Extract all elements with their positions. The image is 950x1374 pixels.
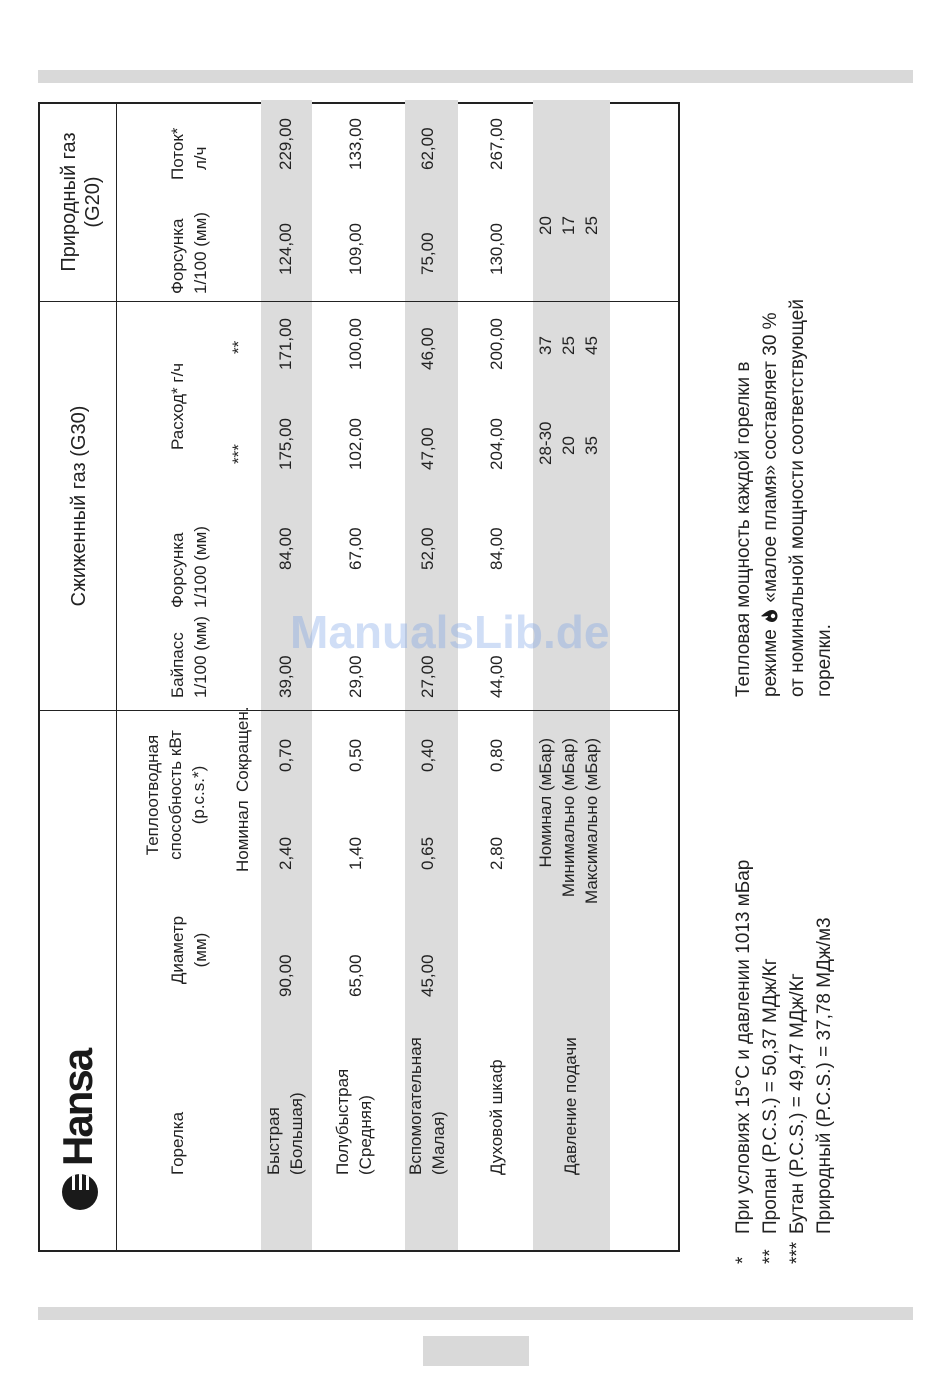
row-oven-propane: 200,00 <box>487 318 506 370</box>
header-ng-flow-2: л/ч <box>191 146 210 170</box>
row-fast-lpg-nozzle: 84,00 <box>276 527 295 570</box>
header-ng-nozzle-2: 1/100 (мм) <box>191 212 210 294</box>
pressure-line-min: Минимально (мБар) <box>559 738 578 898</box>
row-semifast-reduced: 0,50 <box>346 738 365 772</box>
header-bypass-1: Байпасс <box>168 632 187 698</box>
row-oven-name: Духовой шкаф <box>487 1059 506 1175</box>
pressure-propane-min: 25 <box>559 336 578 355</box>
row-fast-name-2: (Большая) <box>287 1092 306 1175</box>
footnotes <box>730 860 838 1264</box>
header-consumption-butane-mark: *** <box>229 444 248 464</box>
header-power-3: (p.c.s.*) <box>189 765 208 825</box>
note-line-2: режиме «малое пламя» составляет 30 % <box>760 312 781 697</box>
row-semifast-lpg-nozzle: 67,00 <box>346 527 365 570</box>
pressure-natural-min: 17 <box>559 216 578 235</box>
header-ng-group-1: Природный газ <box>58 132 80 272</box>
row-oven-reduced: 0,80 <box>487 738 506 772</box>
header-power-1: Теплоотводная <box>143 734 162 856</box>
header-consumption-propane-mark: ** <box>229 340 248 354</box>
hansa-logo-text: Hansa <box>54 1049 101 1166</box>
note-line-1: Тепловая мощность каждой горелки в <box>733 361 754 697</box>
row-aux-name-1: Вспомогательная <box>406 1037 425 1175</box>
row-oven-nominal: 2,80 <box>487 836 506 870</box>
bottom-divider-bar <box>38 1307 913 1320</box>
row-fast-reduced: 0,70 <box>276 738 295 772</box>
note-line-3: от номинальной мощности соответствующей <box>787 299 808 697</box>
row-aux-diameter: 45,00 <box>418 954 437 997</box>
pressure-butane-max: 35 <box>582 436 601 455</box>
col-rule-1 <box>40 710 678 711</box>
header-power-nominal: Номинал <box>233 800 252 872</box>
top-divider-bar <box>38 70 913 83</box>
note-line-4: горелки. <box>814 624 835 697</box>
pressure-butane-min: 20 <box>559 436 578 455</box>
header-burner: Горелка <box>168 1111 187 1175</box>
pressure-butane-nominal: 28-30 <box>536 421 555 465</box>
pressure-label: Давление подачи <box>561 1037 580 1175</box>
row-aux-name-2: (Малая) <box>429 1111 448 1175</box>
row-semifast-butane: 102,00 <box>346 418 365 470</box>
pressure-propane-nominal: 37 <box>536 336 555 355</box>
row-aux-lpg-nozzle: 52,00 <box>418 527 437 570</box>
row-aux-nominal: 0,65 <box>418 836 437 870</box>
row-semifast-diameter: 65,00 <box>346 954 365 997</box>
header-ng-nozzle-1: Форсунка <box>168 218 187 294</box>
header-power-2: способность кВт <box>166 730 185 860</box>
header-bypass-2: 1/100 (мм) <box>191 616 210 698</box>
header-ng-group-2: (G20) <box>82 176 104 228</box>
row-fast-propane: 171,00 <box>276 318 295 370</box>
row-fast-ng-nozzle: 124,00 <box>276 223 295 275</box>
watermark: ManualsLib.de <box>290 606 610 658</box>
row-fast-diameter: 90,00 <box>276 954 295 997</box>
header-lpg-nozzle-2: 1/100 (мм) <box>191 526 210 608</box>
footnote-4: Природный (P.C.S.) = 37,78 МДж/м3 <box>814 917 835 1234</box>
pressure-natural-nominal: 20 <box>536 216 555 235</box>
row-semifast-nominal: 1,40 <box>346 836 365 870</box>
footnote-3: ***Бутан (P.C.S.) = 49,47 МДж/Кг <box>787 973 808 1264</box>
row-aux-ng-nozzle: 75,00 <box>418 232 437 275</box>
row-oven-butane: 204,00 <box>487 418 506 470</box>
subheader-rule-lpg <box>116 302 117 710</box>
row-semifast-name-2: (Средняя) <box>356 1095 375 1175</box>
pressure-propane-max: 45 <box>582 336 601 355</box>
row-aux-propane: 46,00 <box>418 327 437 370</box>
row-semifast-ng-flow: 133,00 <box>346 118 365 170</box>
col-rule-2 <box>40 301 678 302</box>
hansa-logo-circle-icon <box>62 1174 98 1210</box>
pressure-line-max: Максимально (мБар) <box>582 738 601 904</box>
gas-specs-table <box>38 102 680 1252</box>
row-aux-bypass: 27,00 <box>418 655 437 698</box>
row-semifast-ng-nozzle: 109,00 <box>346 223 365 275</box>
header-consumption: Расход* г/ч <box>168 362 187 450</box>
row-aux-butane: 47,00 <box>418 427 437 470</box>
row-fast-ng-flow: 229,00 <box>276 118 295 170</box>
small-flame-icon <box>759 608 777 624</box>
header-lpg-nozzle-1: Форсунка <box>168 532 187 608</box>
header-diameter-1: Диаметр <box>168 915 187 985</box>
row-oven-ng-nozzle: 130,00 <box>487 223 506 275</box>
page-number-box <box>423 1336 529 1366</box>
footnote-2: **Пропан (P.C.S.) = 50,37 МДж/Кг <box>760 958 781 1264</box>
row-semifast-name-1: Полубыстрая <box>333 1068 352 1175</box>
row-fast-butane: 175,00 <box>276 418 295 470</box>
row-oven-bypass: 44,00 <box>487 655 506 698</box>
footnote-1: *При условиях 15°С и давлении 1013 мБар <box>733 859 754 1264</box>
header-lpg-group: Сжиженный газ (G30) <box>68 405 90 607</box>
pressure-natural-max: 25 <box>582 216 601 235</box>
low-flame-note <box>730 299 838 697</box>
row-aux-reduced: 0,40 <box>418 738 437 772</box>
row-semifast-bypass: 29,00 <box>346 655 365 698</box>
row-fast-nominal: 2,40 <box>276 836 295 870</box>
row-oven-ng-flow: 267,00 <box>487 118 506 170</box>
row-fast-bypass: 39,00 <box>276 655 295 698</box>
rotated-content <box>38 102 838 1264</box>
row-oven-lpg-nozzle: 84,00 <box>487 527 506 570</box>
header-diameter-2: (мм) <box>191 932 210 968</box>
pressure-line-nominal: Номинал (мБар) <box>536 738 555 868</box>
header-ng-flow-1: Поток* <box>168 127 187 180</box>
row-fast-name-1: Быстрая <box>264 1107 283 1175</box>
row-aux-ng-flow: 62,00 <box>418 127 437 170</box>
row-semifast-propane: 100,00 <box>346 318 365 370</box>
header-power-reduced: Сокращен. <box>233 706 252 792</box>
